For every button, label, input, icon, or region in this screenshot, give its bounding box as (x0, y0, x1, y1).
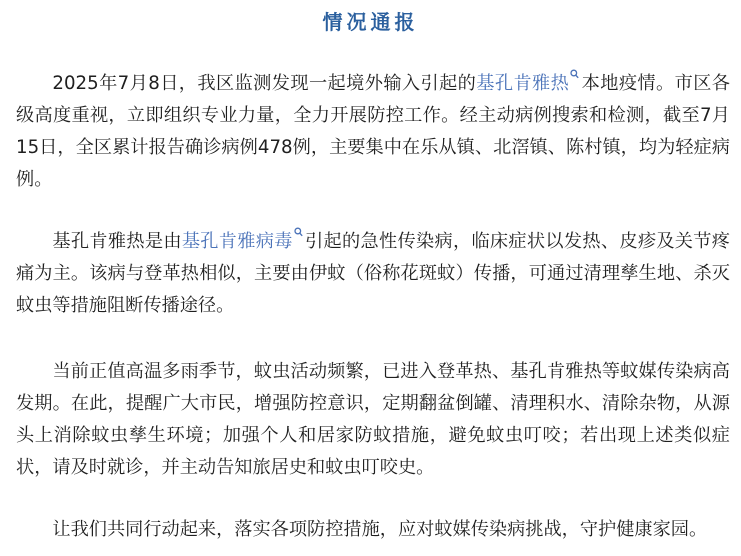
p2-text-after: 引起的急性传染病，临床症状以发热、皮疹及关节疼痛为主。该病与登革热相似，主要由伊蚊（俗称花斑蚊）传播，可通过清理孳生地、杀灭蚊虫等措施阻断传播途径。 (16, 231, 730, 316)
paragraph-prevention-advice: 当前正值高温多雨季节，蚊虫活动频繁，已进入登革热、基孔肯雅热等蚊媒传染病高发期。在此，提醒广大市民，增强防控意识，定期翻盆倒罐、清理积水、清除杂物，从源头上消除蚊虫孳生环境；加强个人和居家防蚊措施，避免蚊虫叮咬；若出现上述类似症状，请及时就诊，并主动告知旅居史和蚊虫叮咬史。 (16, 361, 730, 478)
search-icon[interactable] (570, 69, 579, 83)
paragraph-outbreak-report (16, 68, 730, 196)
search-icon[interactable] (294, 227, 303, 241)
notice-title: 情况通报 (322, 10, 419, 34)
paragraph-closing-call: 让我们共同行动起来，落实各项防控措施，应对蚊媒传染病挑战，守护健康家园。 (52, 519, 708, 540)
p2-text-before: 基孔肯雅热是由 (52, 231, 182, 252)
link-chikungunya-fever[interactable]: 基孔肯雅热 (476, 73, 570, 94)
p1-text-before: 2025年7月8日，我区监测发现一起境外输入引起的 (52, 73, 477, 94)
paragraph-disease-info (16, 226, 730, 322)
link-chikungunya-virus[interactable]: 基孔肯雅病毒 (181, 231, 293, 252)
p1-text-after: 本地疫情。市区各级高度重视，立即组织专业力量，全力开展防控工作。经主动病例搜索和检测，截至7月15日，全区累计报告确诊病例478例，主要集中在乐从镇、北滘镇、陈村镇，均为轻症病例。 (16, 73, 730, 190)
